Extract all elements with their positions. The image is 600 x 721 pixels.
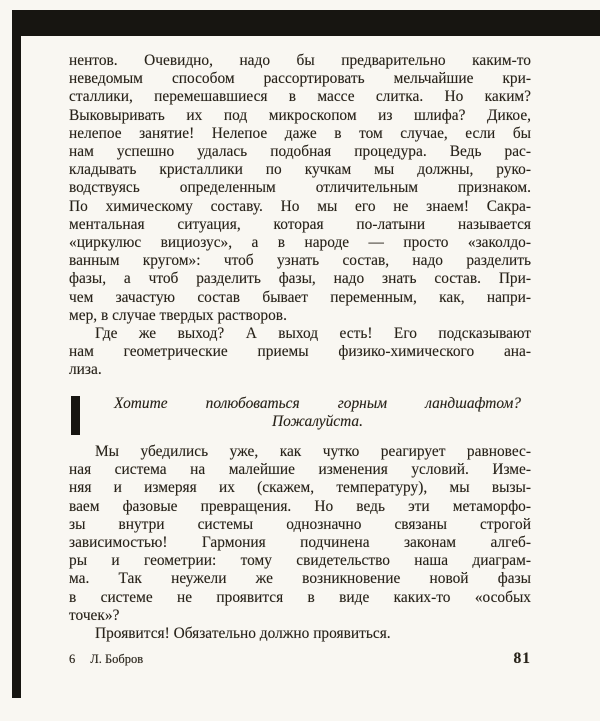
text-line: точек»?	[69, 606, 120, 624]
text-line: нентов. Очевидно, надо бы предварительно каким-то	[69, 52, 531, 69]
page-footer	[69, 650, 531, 668]
footer-signature	[69, 652, 143, 667]
paragraph	[69, 325, 531, 380]
text-line: ма. Так неужели же возникновение новой фазы	[69, 570, 531, 588]
text-line: ментальная ситуация, которая по-латыни называется	[69, 215, 531, 233]
text-line: нелепое занятие! Нелепое даже в том случае, если бы	[69, 124, 531, 142]
scan-edge-left	[12, 10, 21, 698]
text-column	[69, 52, 531, 643]
text-line: сталлики, перемешавшиеся в массе слитка. Но каким?	[69, 88, 531, 106]
text-line: ванным кругом»: чтоб узнать состав, надо разделить	[69, 252, 531, 270]
scan-edge-top	[12, 10, 600, 36]
signature-number: 6	[69, 652, 76, 666]
text-line: кладывать кристаллики по кучкам мы должны, руко-	[69, 161, 531, 179]
paragraph	[69, 52, 531, 325]
section-heading	[69, 395, 531, 431]
text-line: чем зачастую состав бывает переменным, как, напри-	[69, 288, 531, 306]
text-line: няя и измеряя их (скажем, температуру), мы вызы-	[69, 479, 531, 497]
paragraph	[69, 443, 531, 625]
text-line: Проявится! Обязательно должно проявиться.	[95, 625, 391, 643]
text-line: нам геометрические приемы физико-химического ана-	[69, 343, 531, 361]
text-line: неведомым способом рассортировать мельчайшие кри-	[69, 70, 531, 88]
text-line: Где же выход? А выход есть! Его подсказывают	[95, 325, 531, 343]
text-line: водствуясь определенным отличительным признаком.	[69, 179, 531, 197]
text-line: ры и геометрии: тому свидетельство наша диаграм-	[69, 552, 531, 570]
text-line: мер, в случае твердых растворов.	[69, 306, 287, 324]
text-line: нам успешно удалась подобная процедура. Ведь рас-	[69, 143, 531, 161]
paragraph	[69, 625, 531, 643]
text-line: «циркулюс вициозус», а в народе — просто «заколдо-	[69, 234, 531, 252]
heading-line: Хотите полюбоваться горным ландшафтом?	[114, 394, 521, 412]
text-line: ная система на малейшие изменения условий. Изме-	[69, 461, 531, 479]
page-number: 81	[513, 650, 531, 667]
text-line: Выковыривать их под микроскопом из шлифа? Дикое,	[69, 106, 531, 124]
text-line: в системе не проявится в виде каких-то «особых	[69, 588, 531, 606]
text-line: фазы, а чтоб разделить фазы, надо знать состав. При-	[69, 270, 531, 288]
heading-lines	[114, 395, 521, 431]
text-line: зависимостью! Гармония подчинена законам алгеб-	[69, 534, 531, 552]
text-line: ваем фазовые превращения. Но ведь эти метаморфо-	[69, 497, 531, 515]
heading-marker-bar	[71, 396, 80, 435]
text-line: зы внутри системы однозначно связаны строгой	[69, 515, 531, 533]
text-line: Мы убедились уже, как чутко реагирует равновес-	[95, 443, 531, 461]
heading-line: Пожалуйста.	[272, 412, 363, 430]
text-line: По химическому составу. Но мы его не знаем! Сакра-	[69, 197, 531, 215]
signature-author: Л. Бобров	[90, 652, 144, 666]
text-line: лиза.	[69, 361, 102, 379]
